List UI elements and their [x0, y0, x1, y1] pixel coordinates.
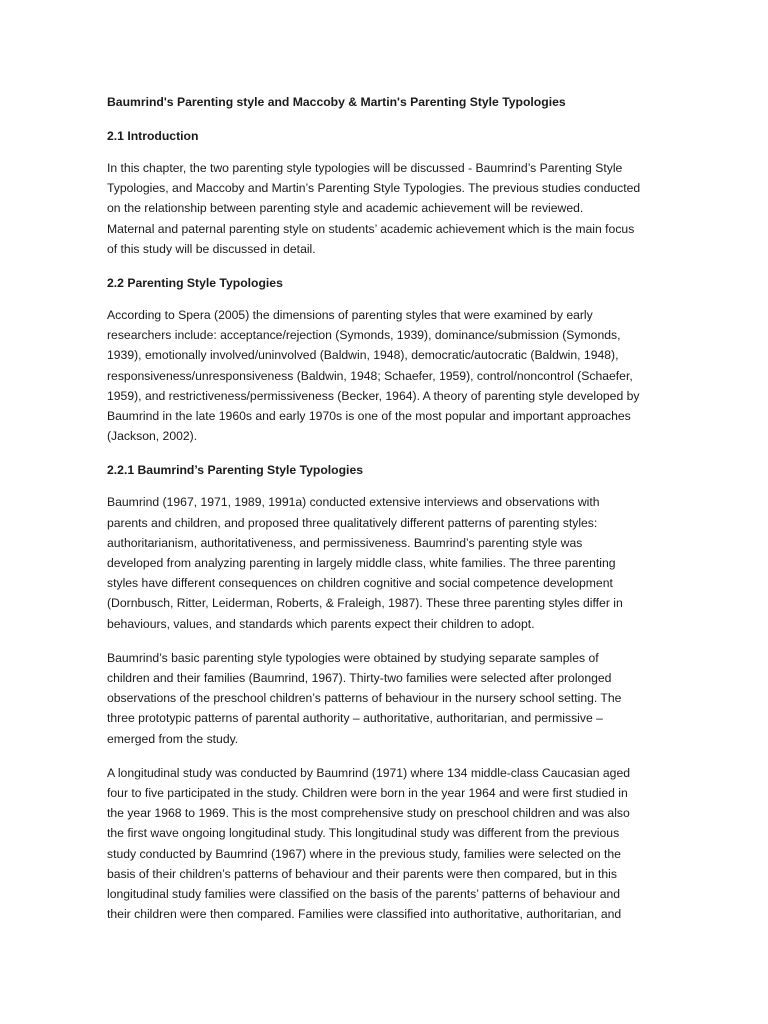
document-content [107, 92, 663, 939]
text-line: styles have different consequences on children cognitive and social competence development [107, 576, 613, 591]
paragraph-baumrind-samples [107, 648, 663, 749]
text-line: the year 1968 to 1969. This is the most comprehensive study on preschool children and was also [107, 806, 630, 821]
document-title: Baumrind's Parenting style and Maccoby & Martin's Parenting Style Typologies [107, 95, 566, 109]
text-line: three prototypic patterns of parental authority – authoritative, authoritarian, and permissive – [107, 711, 603, 726]
text-line: According to Spera (2005) the dimensions of parenting styles that were examined by early [107, 308, 593, 323]
section-heading-baumrind-typologies: 2.2.1 Baumrind’s Parenting Style Typologies [107, 463, 364, 478]
text-line: of this study will be discussed in detail. [107, 241, 316, 256]
text-line: four to five participated in the study. Children were born in the year 1964 and were first studied in [107, 786, 628, 801]
paragraph-baumrind-overview [107, 492, 663, 633]
text-line: observations of the preschool children’s patterns of behaviour in the nursery school setting. The [107, 691, 622, 706]
text-line: their children were then compared. Families were classified into authoritative, authoritarian, and [107, 907, 622, 922]
text-line: 1959), and restrictiveness/permissiveness (Becker, 1964). A theory of parenting style developed by [107, 388, 640, 403]
text-line: Typologies, and Maccoby and Martin’s Parenting Style Typologies. The previous studies conducted [107, 181, 641, 196]
text-line: A longitudinal study was conducted by Baumrind (1971) where 134 middle-class Caucasian aged [107, 765, 631, 780]
text-line: emerged from the study. [107, 731, 239, 746]
text-line: In this chapter, the two parenting style typologies will be discussed - Baumrind’s Parenting Style [107, 161, 623, 175]
paragraph-introduction [107, 158, 663, 259]
text-line: parents and children, and proposed three qualitatively different patterns of parenting styles: [107, 515, 598, 530]
text-line: researchers include: acceptance/rejection (Symonds, 1939), dominance/submission (Symonds, [107, 328, 621, 343]
text-line: 1939), emotionally involved/uninvolved (Baldwin, 1948), democratic/autocratic (Baldwin, 1948), [107, 348, 619, 363]
text-line: on the relationship between parenting style and academic achievement will be reviewed. [107, 201, 584, 216]
paragraph-spera-dimensions [107, 305, 663, 446]
text-line: responsiveness/unresponsiveness (Baldwin, 1948; Schaefer, 1959), control/noncontrol (Schaefer, [107, 368, 633, 383]
text-line: authoritarianism, authoritativeness, and permissiveness. Baumrind’s parenting style was [107, 535, 583, 550]
text-line: behaviours, values, and standards which parents expect their children to adopt. [107, 616, 535, 631]
section-heading-introduction: 2.1 Introduction [107, 129, 199, 143]
text-line: study conducted by Baumrind (1967) where in the previous study, families were selected on the [107, 846, 621, 861]
text-line: developed from analyzing parenting in largely middle class, white families. The three parenting [107, 556, 616, 571]
text-line: the first wave ongoing longitudinal study. This longitudinal study was different from the previous [107, 826, 620, 841]
text-line: basis of their children’s patterns of behaviour and their parents were then compared, but in this [107, 866, 617, 881]
text-line: Baumrind in the late 1960s and early 1970s is one of the most popular and important approaches [107, 409, 631, 424]
text-line: children and their families (Baumrind, 1967). Thirty-two families were selected after prolonged [107, 671, 612, 686]
text-line: (Dornbusch, Ritter, Leiderman, Roberts, & Fraleigh, 1987). These three parenting styles differ in [107, 596, 623, 611]
paragraph-longitudinal-study [107, 763, 663, 925]
text-line: Baumrind’s basic parenting style typologies were obtained by studying separate samples of [107, 650, 599, 665]
text-line: Maternal and paternal parenting style on students’ academic achievement which is the main focus [107, 221, 635, 236]
text-line: (Jackson, 2002). [107, 429, 198, 444]
text-line: longitudinal study families were classified on the basis of the parents’ patterns of behaviour and [107, 887, 621, 902]
text-line: Baumrind (1967, 1971, 1989, 1991a) conducted extensive interviews and observations with [107, 495, 600, 510]
section-heading-parenting-style-typologies: 2.2 Parenting Style Typologies [107, 276, 283, 291]
